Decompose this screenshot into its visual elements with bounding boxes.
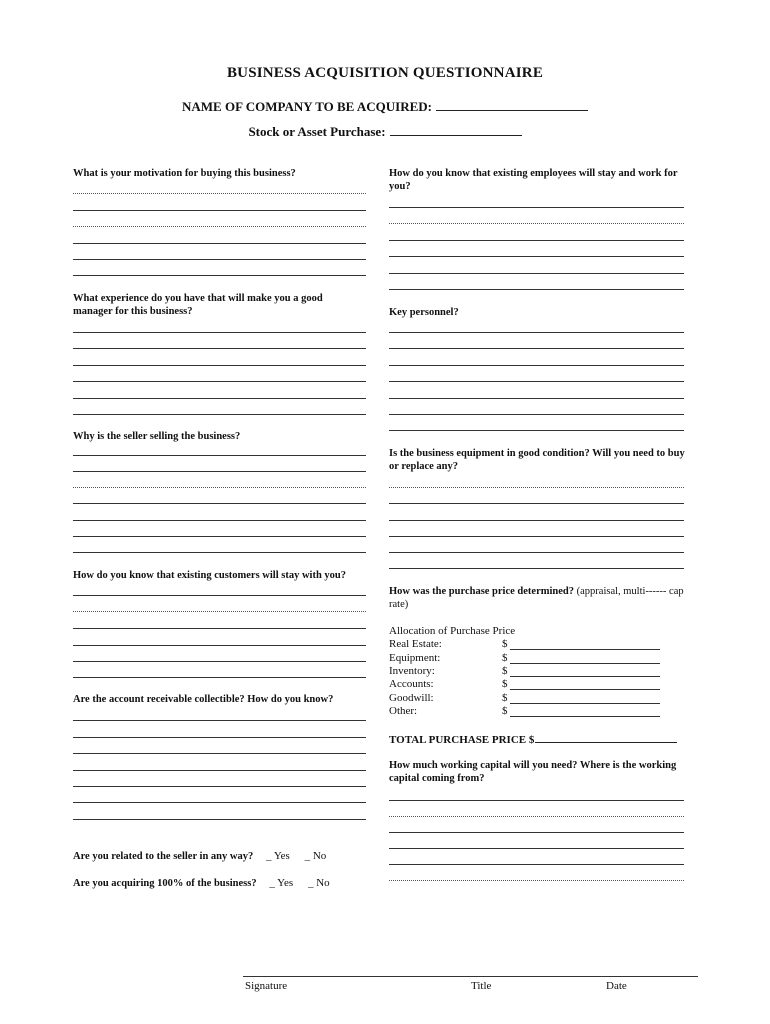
answer-line[interactable] [73,677,366,678]
question-employees: How do you know that existing employees will stay and work for you? [389,168,678,192]
answer-line[interactable] [389,430,684,431]
answer-line[interactable] [73,503,366,504]
dollar-sign: $ [502,665,508,677]
question-equipment: Is the business equipment in good condition? Will you need to buy or replace any? [389,448,685,472]
answer-line[interactable] [389,536,684,537]
answer-line[interactable] [73,332,366,333]
answer-line[interactable] [73,414,366,415]
answer-line[interactable] [73,802,366,803]
answer-line[interactable] [73,536,366,537]
answer-line[interactable] [73,720,366,721]
page-title: BUSINESS ACQUISITION QUESTIONNAIRE [226,65,544,81]
dollar-sign: $ [502,705,508,717]
answer-line[interactable] [389,503,684,504]
question-experience: What experience do you have that will make you a good manager for this business? [73,293,323,317]
purchase-type-field[interactable] [390,124,522,136]
answer-line[interactable] [389,864,684,865]
answer-line[interactable] [389,414,684,415]
answer-line[interactable] [73,210,366,211]
allocation-title: Allocation of Purchase Price [389,625,516,637]
acquiring-no-option[interactable]: _ No [307,877,330,889]
allocation-label: Equipment: [389,652,441,664]
question-receivables: Are the account receivable collectible? How do you know? [73,694,334,705]
amount-field[interactable] [510,676,660,677]
acquiring-yes-option[interactable]: _ Yes [269,877,294,889]
answer-line[interactable] [73,275,366,276]
answer-line[interactable] [389,365,684,366]
answer-line[interactable] [73,381,366,382]
answer-line[interactable] [389,832,684,833]
purchase-price-question-note: (appraisal, multi------ cap rate) [389,586,684,610]
related-yes-option[interactable]: _ Yes [265,850,290,862]
purchase-price-question-bold: How was the purchase price determined? [389,586,574,597]
dollar-sign: $ [502,638,508,650]
question-motivation: What is your motivation for buying this business? [73,168,296,179]
answer-line[interactable] [73,595,366,596]
purchase-type-label: Stock or Asset Purchase: [248,124,386,139]
acquiring-question-row [73,877,330,890]
answer-line[interactable] [389,816,684,817]
question-seller-reason: Why is the seller selling the business? [73,431,241,442]
answer-line[interactable] [389,207,684,208]
answer-line[interactable] [389,223,684,224]
answer-line[interactable] [389,800,684,801]
question-purchase-price [389,585,694,611]
answer-line[interactable] [73,552,366,553]
question-acquiring: Are you acquiring 100% of the business? [73,878,257,889]
dollar-sign: $ [502,678,508,690]
answer-line[interactable] [389,273,684,274]
related-no-option[interactable]: _ No [304,850,327,862]
answer-line[interactable] [73,770,366,771]
answer-line[interactable] [73,753,366,754]
signature-line[interactable] [243,976,698,977]
answer-line[interactable] [73,348,366,349]
answer-line[interactable] [73,471,366,472]
question-working-capital: How much working capital will you need? Where is the working capital coming from? [389,760,677,784]
answer-line[interactable] [73,786,366,787]
answer-line[interactable] [389,880,684,881]
answer-line[interactable] [73,628,366,629]
signature-label: Signature [245,980,288,992]
question-customers: How do you know that existing customers will stay with you? [73,570,347,581]
total-purchase-price-row [389,731,677,746]
company-name-label: NAME OF COMPANY TO BE ACQUIRED: [181,99,432,114]
amount-field[interactable] [510,649,660,650]
answer-line[interactable] [73,645,366,646]
answer-line[interactable] [73,487,366,488]
question-related: Are you related to the seller in any way? [73,851,254,862]
company-name-row [0,99,770,115]
answer-line[interactable] [389,381,684,382]
title-label: Title [471,980,492,992]
answer-line[interactable] [73,259,366,260]
answer-line[interactable] [389,848,684,849]
amount-field[interactable] [510,716,660,717]
total-purchase-price-label: TOTAL PURCHASE PRICE $ [389,734,535,746]
answer-line[interactable] [389,240,684,241]
answer-line[interactable] [389,289,684,290]
answer-line[interactable] [389,256,684,257]
answer-line[interactable] [73,398,366,399]
answer-line[interactable] [73,455,366,456]
question-key-personnel: Key personnel? [389,307,459,318]
dollar-sign: $ [502,692,508,704]
total-purchase-price-field[interactable] [535,731,677,743]
allocation-label: Goodwill: [389,692,434,704]
dollar-sign: $ [502,652,508,664]
answer-line[interactable] [389,568,684,569]
amount-field[interactable] [510,689,660,690]
answer-line[interactable] [389,552,684,553]
date-label: Date [606,980,627,992]
allocation-label: Accounts: [389,678,434,690]
answer-line[interactable] [73,226,366,227]
company-name-field[interactable] [436,99,588,111]
answer-line[interactable] [73,737,366,738]
answer-line[interactable] [389,520,684,521]
answer-line[interactable] [73,193,366,194]
answer-line[interactable] [73,611,366,612]
answer-line[interactable] [389,487,684,488]
answer-line[interactable] [389,348,684,349]
amount-field[interactable] [510,703,660,704]
answer-line[interactable] [389,398,684,399]
amount-field[interactable] [510,663,660,664]
answer-line[interactable] [73,365,366,366]
allocation-label: Inventory: [389,665,435,677]
answer-line[interactable] [389,332,684,333]
answer-line[interactable] [73,520,366,521]
allocation-label: Other: [389,705,418,717]
answer-line[interactable] [73,661,366,662]
purchase-type-row [0,124,770,140]
allocation-label: Real Estate: [389,638,442,650]
answer-line[interactable] [73,243,366,244]
answer-line[interactable] [73,819,366,820]
related-question-row [73,850,326,863]
